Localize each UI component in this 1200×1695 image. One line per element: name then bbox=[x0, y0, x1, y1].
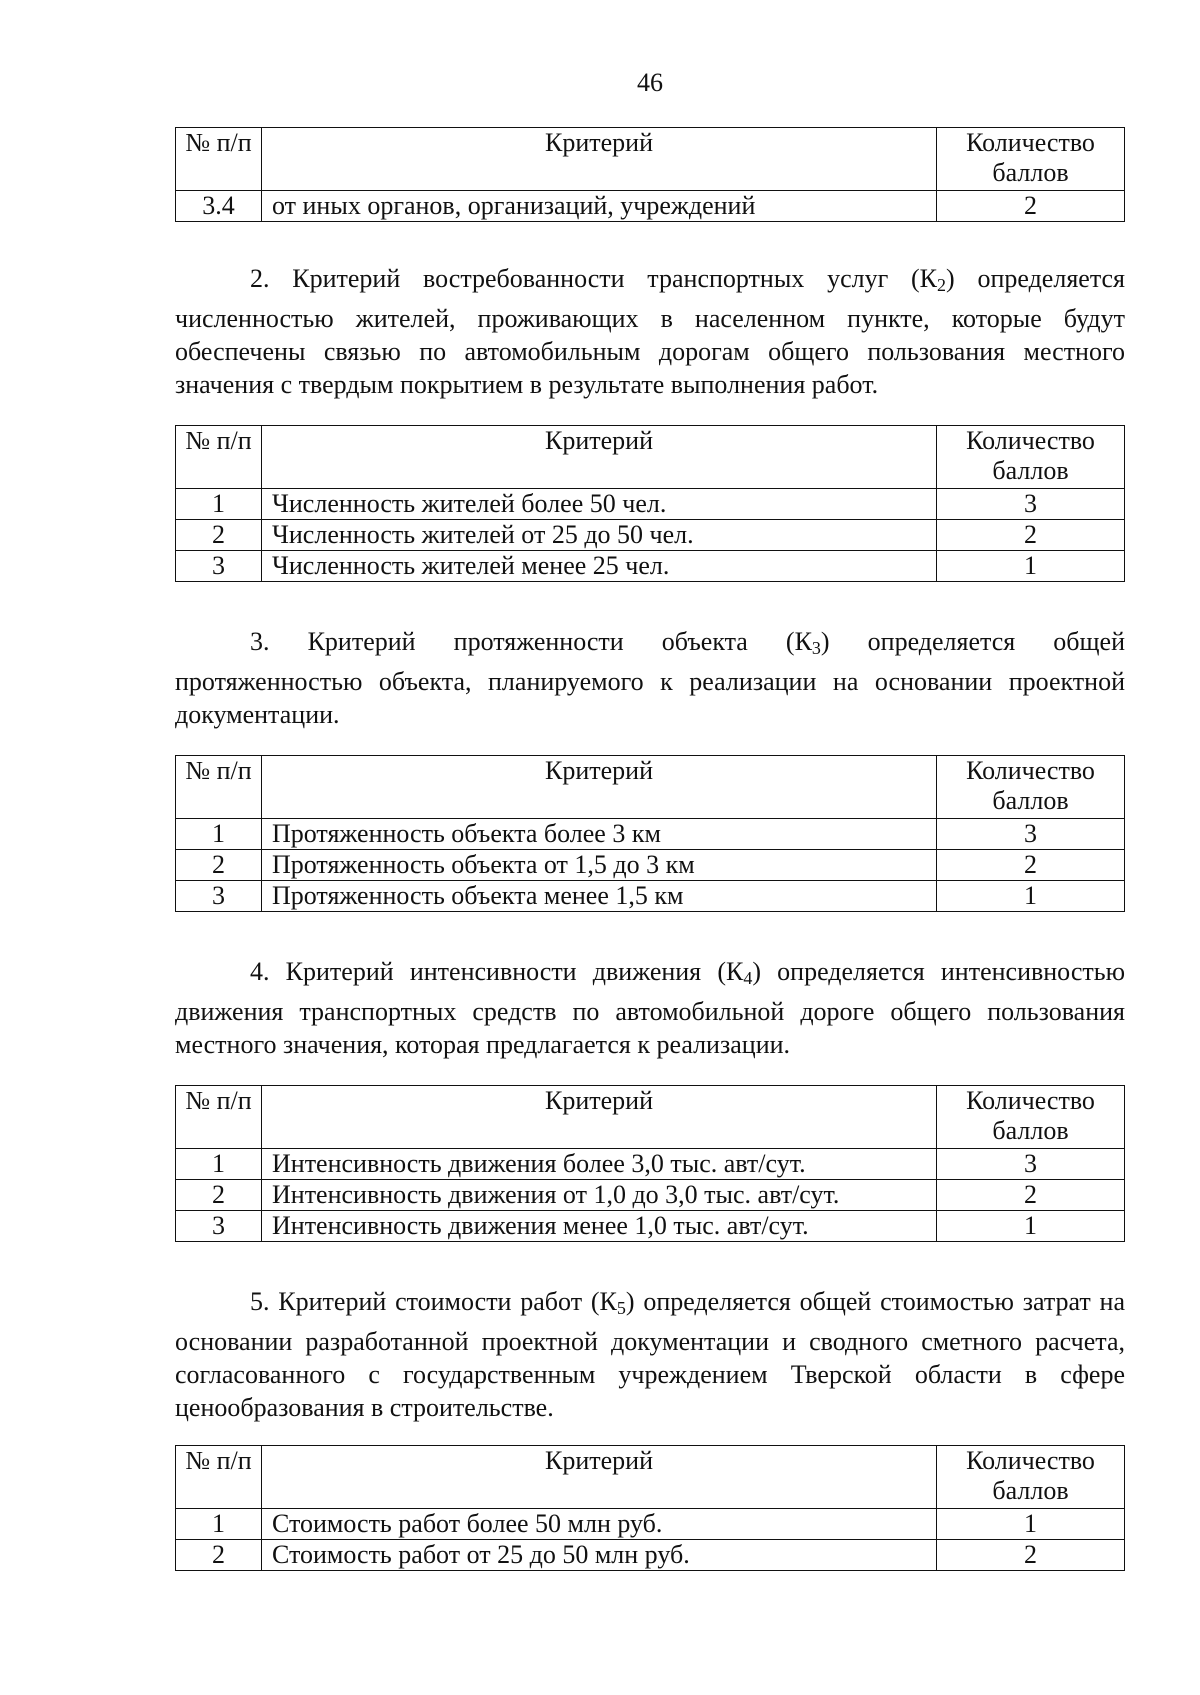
header-num: № п/п bbox=[176, 1446, 262, 1509]
table-header-row bbox=[176, 1446, 1125, 1509]
criteria-table bbox=[175, 425, 1125, 582]
table-header-row bbox=[176, 128, 1125, 191]
page-number: 46 bbox=[637, 68, 663, 97]
row-criterion: Стоимость работ более 50 млн руб. bbox=[262, 1509, 937, 1540]
row-criterion: Интенсивность движения от 1,0 до 3,0 тыс. авт/сут. bbox=[262, 1180, 937, 1211]
row-num: 3 bbox=[176, 881, 262, 912]
table-row bbox=[176, 819, 1125, 850]
header-points: Количество баллов bbox=[937, 426, 1125, 489]
header-points: Количество баллов bbox=[937, 756, 1125, 819]
row-points: 2 bbox=[937, 520, 1125, 551]
criteria-table bbox=[175, 755, 1125, 912]
criteria-table bbox=[175, 127, 1125, 222]
row-criterion: Интенсивность движения менее 1,0 тыс. авт/сут. bbox=[262, 1211, 937, 1242]
table-row bbox=[176, 489, 1125, 520]
header-points: Количество баллов bbox=[937, 1086, 1125, 1149]
table-row bbox=[176, 1509, 1125, 1540]
row-points: 3 bbox=[937, 1149, 1125, 1180]
paragraph-k4: 4. Критерий интенсивности движения $(К_4)$ определяется интенсивностью движения транспортных средств по автомобильной дороге общего пользования местного значения, которая предлагается к реализации. bbox=[175, 957, 1125, 1059]
table-row bbox=[176, 520, 1125, 551]
header-points: Количество баллов bbox=[937, 128, 1125, 191]
header-num: № п/п bbox=[176, 128, 262, 191]
table-row bbox=[176, 1540, 1125, 1571]
row-points: 3 bbox=[937, 819, 1125, 850]
table-header-row bbox=[176, 1086, 1125, 1149]
row-points: 2 bbox=[937, 850, 1125, 881]
row-num: 1 bbox=[176, 1509, 262, 1540]
row-points: 2 bbox=[937, 1540, 1125, 1571]
row-num: 1 bbox=[176, 489, 262, 520]
row-num: 1 bbox=[176, 819, 262, 850]
row-points: 2 bbox=[937, 1180, 1125, 1211]
table-row bbox=[176, 191, 1125, 222]
row-points: 3 bbox=[937, 489, 1125, 520]
table-row bbox=[176, 1149, 1125, 1180]
table-k3 bbox=[175, 755, 1125, 912]
row-num: 3 bbox=[176, 1211, 262, 1242]
row-criterion: Численность жителей менее 25 чел. bbox=[262, 551, 937, 582]
row-num: 2 bbox=[176, 1180, 262, 1211]
row-num: 2 bbox=[176, 1540, 262, 1571]
table-k4 bbox=[175, 1085, 1125, 1242]
row-num: 1 bbox=[176, 1149, 262, 1180]
row-criterion: Протяженность объекта более 3 км bbox=[262, 819, 937, 850]
header-criterion: Критерий bbox=[262, 1446, 937, 1509]
table-row bbox=[176, 551, 1125, 582]
table-k1-continuation bbox=[175, 127, 1125, 222]
row-points: 1 bbox=[937, 551, 1125, 582]
header-criterion: Критерий bbox=[262, 1086, 937, 1149]
table-k5 bbox=[175, 1445, 1125, 1571]
row-criterion: Стоимость работ от 25 до 50 млн руб. bbox=[262, 1540, 937, 1571]
row-points: 1 bbox=[937, 881, 1125, 912]
header-num: № п/п bbox=[176, 756, 262, 819]
row-num: 2 bbox=[176, 850, 262, 881]
row-points: 1 bbox=[937, 1509, 1125, 1540]
row-num: 2 bbox=[176, 520, 262, 551]
row-num: 3.4 bbox=[176, 191, 262, 222]
row-points: 2 bbox=[937, 191, 1125, 222]
table-row bbox=[176, 1180, 1125, 1211]
row-criterion: Интенсивность движения более 3,0 тыс. авт/сут. bbox=[262, 1149, 937, 1180]
header-num: № п/п bbox=[176, 426, 262, 489]
table-header-row bbox=[176, 756, 1125, 819]
paragraph-k3: 3. Критерий протяженности объекта $(К_3)$ определяется общей протяженностью объекта, планируемого к реализации на основании проектной документации. bbox=[175, 627, 1125, 729]
table-header-row bbox=[176, 426, 1125, 489]
row-points: 1 bbox=[937, 1211, 1125, 1242]
paragraph-k2: 2. Критерий востребованности транспортных услуг $(К_2)$ определяется численностью жителей, проживающих в населенном пункте, которые будут обеспечены связью по автомобильным дорогам общего пользования местного значения с твердым покрытием в результате выполнения работ. bbox=[175, 264, 1125, 399]
row-criterion: Протяженность объекта менее 1,5 км bbox=[262, 881, 937, 912]
header-criterion: Критерий bbox=[262, 426, 937, 489]
table-row bbox=[176, 881, 1125, 912]
header-num: № п/п bbox=[176, 1086, 262, 1149]
row-num: 3 bbox=[176, 551, 262, 582]
row-criterion: Численность жителей более 50 чел. bbox=[262, 489, 937, 520]
table-row bbox=[176, 1211, 1125, 1242]
paragraph-k5: 5. Критерий стоимости работ $(К_5)$ определяется общей стоимостью затрат на основании разработанной проектной документации и сводного сметного расчета, согласованного с государственным учреждением Тверской области в сфере ценообразования в строительстве. bbox=[175, 1287, 1125, 1422]
row-criterion: Численность жителей от 25 до 50 чел. bbox=[262, 520, 937, 551]
header-criterion: Критерий bbox=[262, 128, 937, 191]
table-row bbox=[176, 850, 1125, 881]
criteria-table bbox=[175, 1085, 1125, 1242]
table-k2 bbox=[175, 425, 1125, 582]
header-criterion: Критерий bbox=[262, 756, 937, 819]
criteria-table bbox=[175, 1445, 1125, 1571]
header-points: Количество баллов bbox=[937, 1446, 1125, 1509]
row-criterion: от иных органов, организаций, учреждений bbox=[262, 191, 937, 222]
row-criterion: Протяженность объекта от 1,5 до 3 км bbox=[262, 850, 937, 881]
